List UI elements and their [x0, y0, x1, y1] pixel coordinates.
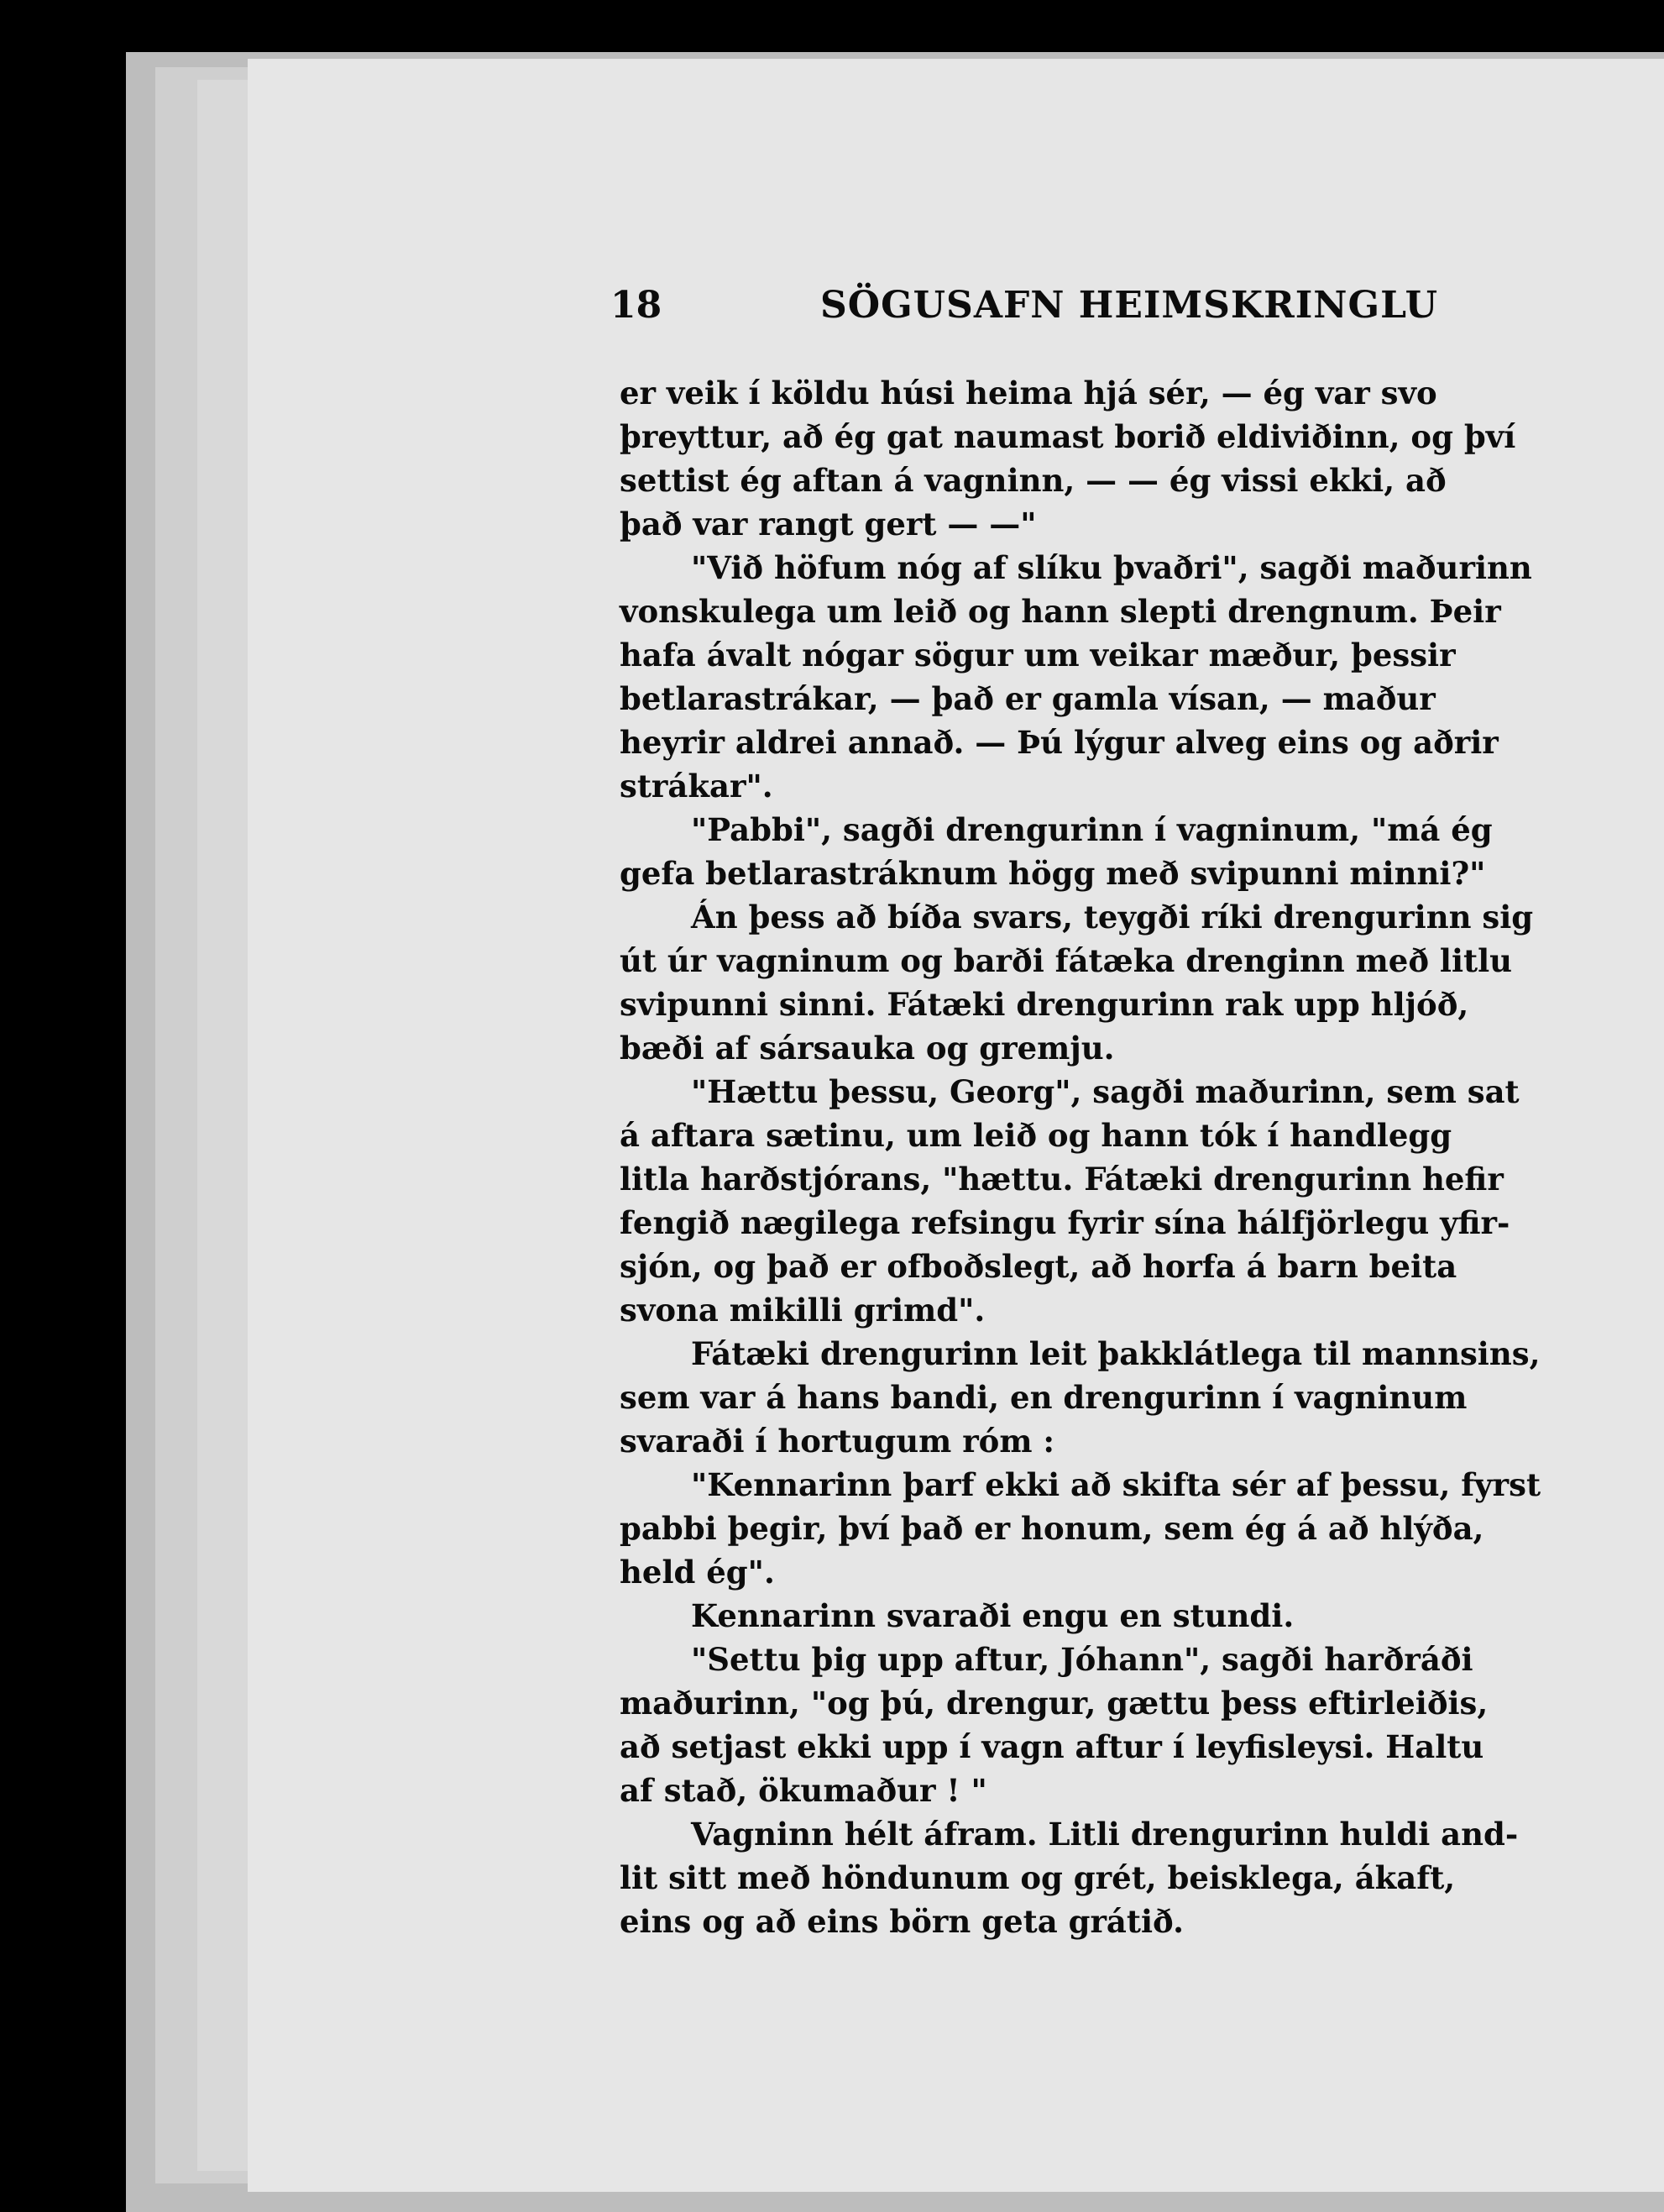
- text-line: settist ég aftan á vagninn, — — ég vissi ekki, að: [620, 462, 1447, 499]
- text-line: svona mikilli grimd".: [620, 1292, 986, 1329]
- text-line: "Kennarinn þarf ekki að skifta sér af þessu, fyrst: [691, 1466, 1541, 1503]
- text-line: þreyttur, að ég gat naumast borið eldiviðinn, og því: [620, 418, 1516, 455]
- text-line: Fátæki drengurinn leit þakklátlega til mannsins,: [691, 1335, 1541, 1372]
- text-line: eins og að eins börn geta grátið.: [620, 1903, 1184, 1940]
- text-line: svaraði í hortugum róm :: [620, 1423, 1055, 1460]
- text-line: Án þess að bíða svars, teygði ríki drengurinn sig: [691, 899, 1534, 936]
- text-line: er veik í köldu húsi heima hjá sér, — ég var svo: [620, 375, 1437, 411]
- text-line: sjón, og það er ofboðslegt, að horfa á barn beita: [620, 1248, 1457, 1285]
- text-line: maðurinn, "og þú, drengur, gættu þess eftirleiðis,: [620, 1685, 1489, 1722]
- text-line: betlarastrákar, — það er gamla vísan, — maður: [620, 680, 1436, 717]
- text-line: svipunni sinni. Fátæki drengurinn rak upp hljóð,: [620, 986, 1469, 1023]
- text-line: strákar".: [620, 768, 773, 805]
- text-line: heyrir aldrei annað. — Þú lýgur alveg eins og aðrir: [620, 724, 1499, 761]
- text-line: út úr vagninum og barði fátæka drenginn með litlu: [620, 942, 1513, 979]
- text-line: Kennarinn svaraði engu en stundi.: [691, 1597, 1295, 1634]
- text-line: sem var á hans bandi, en drengurinn í vagninum: [620, 1379, 1468, 1416]
- text-line: vonskulega um leið og hann slepti drengnum. Þeir: [620, 593, 1501, 630]
- text-line: lit sitt með höndunum og grét, beisklega, ákaft,: [620, 1859, 1456, 1896]
- page-number: 18: [610, 284, 662, 327]
- text-line: hafa ávalt nógar sögur um veikar mæður, þessir: [620, 637, 1456, 674]
- text-line: gefa betlarastráknum högg með svipunni minni?": [620, 855, 1486, 892]
- text-line: það var rangt gert — —": [620, 506, 1037, 543]
- text-line: Vagninn hélt áfram. Litli drengurinn huldi and-: [691, 1816, 1519, 1853]
- text-line: bæði af sársauka og gremju.: [620, 1030, 1115, 1067]
- body-text: [620, 371, 1664, 1943]
- text-line: að setjast ekki upp í vagn aftur í leyfisleysi. Haltu: [620, 1728, 1484, 1765]
- text-line: held ég".: [620, 1554, 775, 1591]
- text-line: "Pabbi", sagði drengurinn í vagninum, "má ég: [691, 811, 1493, 848]
- text-line: "Settu þig upp aftur, Jóhann", sagði harðráði: [691, 1641, 1473, 1678]
- running-title: SÖGUSAFN HEIMSKRINGLU: [820, 284, 1438, 327]
- text-line: af stað, ökumaður ! ": [620, 1772, 987, 1809]
- text-line: pabbi þegir, því það er honum, sem ég á að hlýða,: [620, 1510, 1484, 1547]
- text-line: "Við höfum nóg af slíku þvaðri", sagði maðurinn: [691, 549, 1532, 586]
- text-line: á aftara sætinu, um leið og hann tók í handlegg: [620, 1117, 1452, 1154]
- text-line: litla harðstjórans, "hættu. Fátæki drengurinn hefir: [620, 1161, 1504, 1198]
- text-line: fengið nægilega refsingu fyrir sína hálfjörlegu yfir-: [620, 1204, 1510, 1241]
- text-line: "Hættu þessu, Georg", sagði maðurinn, sem sat: [691, 1073, 1520, 1110]
